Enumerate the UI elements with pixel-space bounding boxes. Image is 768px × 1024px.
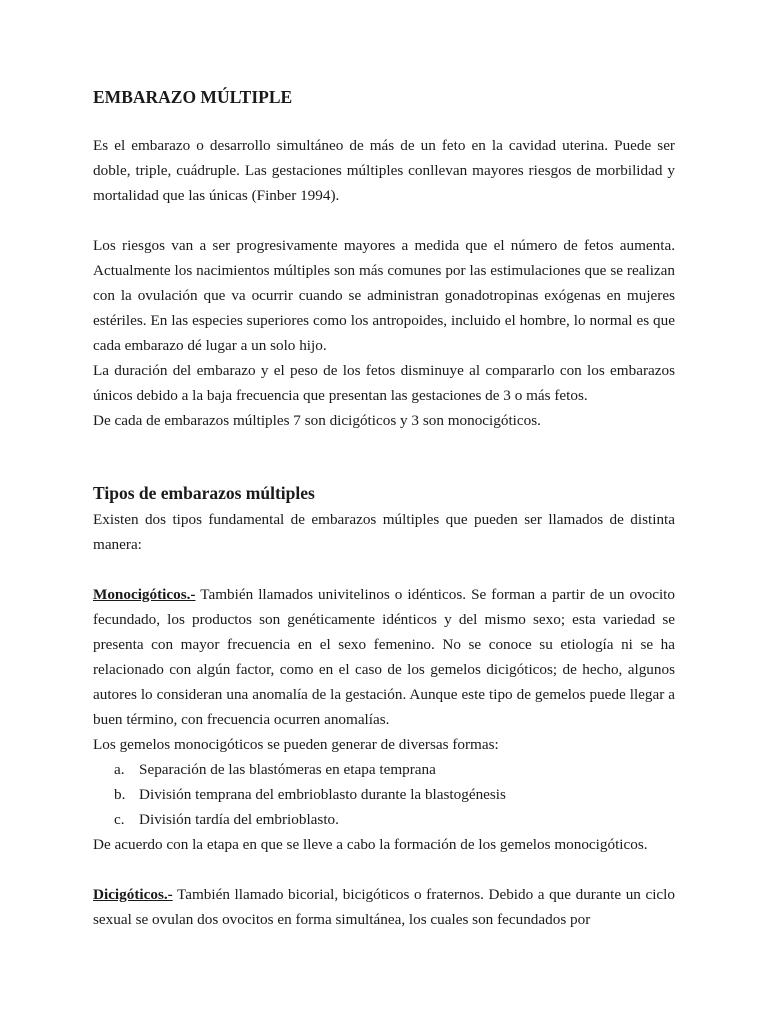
forms-intro: Los gemelos monocigóticos se pueden generar de diversas formas:	[93, 736, 499, 753]
forms-list	[93, 757, 675, 832]
paragraph-gap	[93, 208, 675, 233]
section-intro: Existen dos tipos fundamental de embarazos múltiples que pueden ser llamados de distinta manera:	[93, 511, 675, 553]
list-item-text: Separación de las blastómeras en etapa temprana	[139, 761, 436, 778]
section-heading: Tipos de embarazos múltiples	[93, 483, 315, 503]
dicigoticos-text: También llamado bicorial, bicigóticos o fraternos. Debido a que durante un ciclo sexual se ovulan dos ovocitos en forma simultánea, los cuales son fecundados por	[93, 886, 675, 928]
list-marker: a.	[114, 761, 125, 778]
list-item-text: División temprana del embrioblasto durante la blastogénesis	[139, 786, 506, 803]
monocigoticos-paragraph	[93, 582, 675, 732]
monocigoticos-label: Monocigóticos.-	[93, 586, 196, 603]
list-marker: b.	[114, 786, 126, 803]
paragraph-gap	[93, 857, 675, 882]
monocigoticos-text: También llamados univitelinos o idénticos. Se forman a partir de un ovocito fecundado, los productos son genéticamente idénticos y del mismo sexo; esta variedad se presenta con mayor frecuencia en el sexo femenino. No se conoce su etiología ni se ha relacionado con algún factor, como en el caso de los gemelos dicigóticos; de hecho, algunos autores lo consideran una anomalía de la gestación. Aunque este tipo de gemelos puede llegar a buen término, con frecuencia ocurren anomalías.	[93, 586, 675, 728]
list-item	[114, 782, 675, 807]
intro-paragraph-3: La duración del embarazo y el peso de los fetos disminuye al compararlo con los embarazos únicos debido a la baja frecuencia que presentan las gestaciones de 3 o más fetos.	[93, 362, 675, 404]
list-item-text: División tardía del embrioblasto.	[139, 811, 339, 828]
dicigoticos-label: Dicigóticos.-	[93, 886, 173, 903]
monocigoticos-closing: De acuerdo con la etapa en que se lleve a cabo la formación de los gemelos monocigóticos.	[93, 836, 648, 853]
dicigoticos-paragraph	[93, 882, 675, 932]
list-item	[114, 807, 675, 832]
list-item	[114, 757, 675, 782]
intro-paragraph-1: Es el embarazo o desarrollo simultáneo de más de un feto en la cavidad uterina. Puede ser doble, triple, cuádruple. Las gestaciones múltiples conllevan mayores riesgos de morbilidad y mortalidad que las únicas (Finber 1994).	[93, 137, 675, 204]
intro-paragraph-4: De cada de embarazos múltiples 7 son dicigóticos y 3 son monocigóticos.	[93, 412, 541, 429]
list-marker: c.	[114, 811, 125, 828]
document-title: EMBARAZO MÚLTIPLE	[93, 87, 293, 107]
document-page	[93, 82, 675, 932]
intro-paragraph-2: Los riesgos van a ser progresivamente mayores a medida que el número de fetos aumenta. Actualmente los nacimientos múltiples son más comunes por las estimulaciones que se realizan con la ovulación que va ocurrir cuando se administran gonadotropinas exógenas en mujeres estériles. En las especies superiores como los antropoides, incluido el hombre, lo normal es que cada embarazo dé lugar a un solo hijo.	[93, 237, 675, 354]
paragraph-gap	[93, 557, 675, 582]
